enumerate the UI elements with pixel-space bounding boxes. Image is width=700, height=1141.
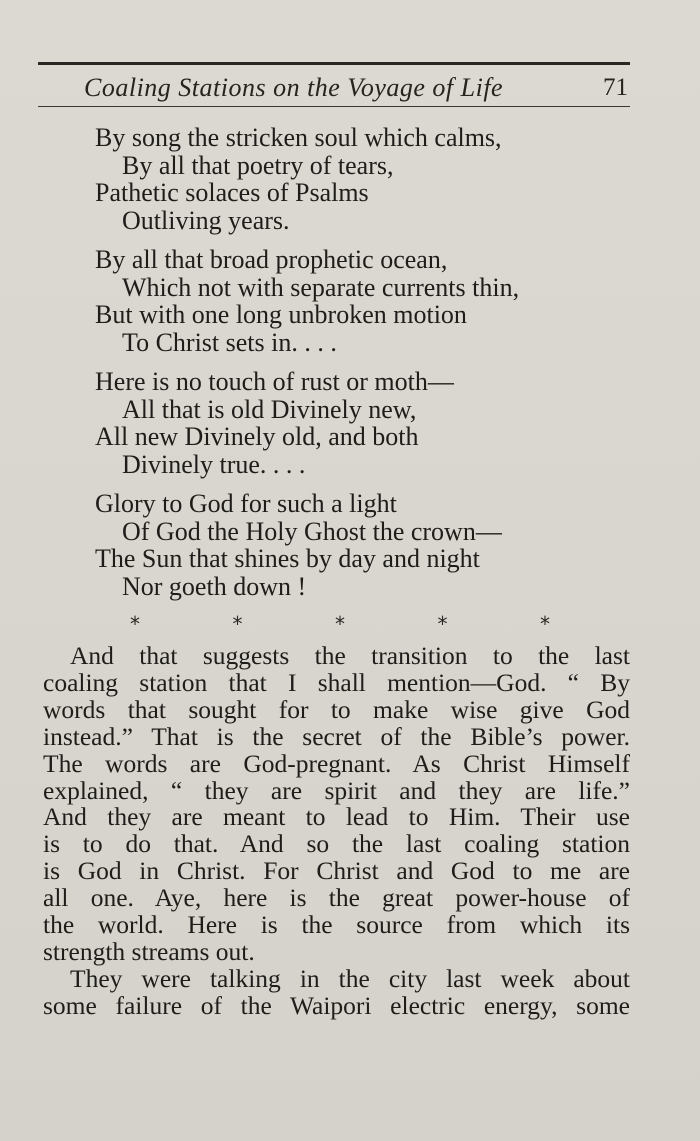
header-rule: [38, 62, 630, 65]
poem-line: By all that poetry of tears,: [122, 150, 394, 180]
asterisk-mark: *: [130, 612, 140, 636]
poem-stanza-2: [95, 246, 635, 356]
poem-line: All new Divinely old, and both: [95, 422, 419, 451]
asterisk-mark: *: [335, 612, 345, 636]
section-separator: [130, 612, 550, 636]
poem-line: All that is old Divinely new,: [122, 394, 417, 424]
poem-line: Glory to God for such a light: [95, 489, 397, 518]
text-line: coaling station that I shall mention—God. “ By: [43, 667, 630, 697]
poem-line: The Sun that shines by day and night: [95, 544, 480, 573]
text-line: And they are meant to lead to Him. Their use: [43, 802, 630, 832]
poem-stanza-4: [95, 490, 635, 600]
asterisk-mark: *: [540, 612, 550, 636]
poem-line: But with one long unbroken motion: [95, 300, 467, 329]
poem-line: Pathetic solaces of Psalms: [95, 178, 369, 207]
poem-line: By song the stricken soul which calms,: [95, 123, 502, 152]
body-text: [43, 643, 630, 1020]
text-line: And that suggests the transition to the last: [70, 641, 630, 670]
poem-line: Which not with separate currents thin,: [122, 272, 520, 302]
running-head: [38, 70, 630, 107]
poem-line: Outliving years.: [122, 205, 290, 235]
running-title: Coaling Stations on the Voyage of Life: [84, 73, 504, 102]
poem-line: Here is no touch of rust or moth—: [95, 367, 454, 396]
text-line: some failure of the Waipori electric energy, some: [43, 990, 630, 1020]
asterisk-mark: *: [437, 612, 448, 636]
poem-line: Nor goeth down !: [122, 571, 307, 601]
text-line: explained, “ they are spirit and they are life.”: [43, 775, 630, 805]
text-line: words that sought for to make wise give God: [43, 694, 630, 724]
poem-line: Of God the Holy Ghost the crown—: [122, 516, 502, 546]
text-line: is to do that. And so the last coaling station: [43, 829, 630, 859]
poem-stanza-3: [95, 368, 635, 478]
text-line: the world. Here is the source from which its: [43, 910, 630, 940]
text-line: strength streams out.: [43, 936, 255, 966]
page-number: 71: [603, 74, 628, 101]
poem: [95, 124, 635, 612]
text-line: instead.” That is the secret of the Bible’s power.: [43, 721, 630, 751]
text-line: is God in Christ. For Christ and God to me are: [43, 856, 630, 886]
poem-line: By all that broad prophetic ocean,: [95, 245, 448, 274]
asterisk-mark: *: [232, 612, 243, 636]
poem-line: Divinely true. . . .: [122, 449, 306, 479]
text-line: The words are God-pregnant. As Christ Himself: [43, 748, 630, 778]
poem-line: To Christ sets in. . . .: [122, 327, 337, 357]
text-line: all one. Aye, here is the great power-house of: [43, 883, 630, 913]
poem-stanza-1: [95, 124, 635, 234]
text-line: They were talking in the city last week about: [70, 963, 630, 993]
